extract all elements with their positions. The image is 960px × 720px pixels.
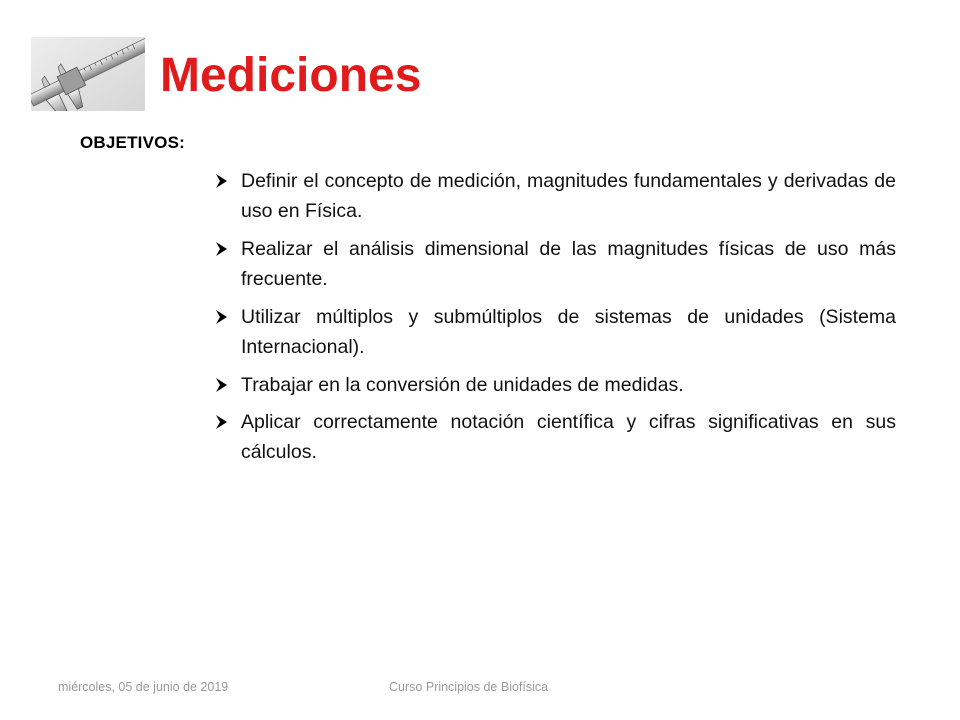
arrow-bullet-icon — [214, 370, 232, 400]
list-item — [214, 234, 896, 294]
objectives-heading: OBJETIVOS: — [80, 133, 185, 152]
list-item-text: Trabajar en la conversión de unidades de medidas. — [241, 374, 684, 396]
footer-date: miércoles, 05 de junio de 2019 — [58, 680, 229, 694]
footer-course: Curso Principios de Biofísica — [389, 680, 549, 694]
list-item — [214, 407, 896, 467]
arrow-bullet-icon — [214, 407, 232, 437]
list-item — [214, 370, 896, 400]
arrow-bullet-icon — [214, 302, 232, 332]
list-item-text: Realizar el análisis dimensional de las magnitudes físicas de uso más frecuente. — [241, 238, 896, 290]
list-item — [214, 302, 896, 362]
arrow-bullet-icon — [214, 166, 232, 196]
list-item-text: Utilizar múltiplos y submúltiplos de sistemas de unidades (Sistema Internacional). — [241, 306, 896, 358]
slide-title: Mediciones — [160, 49, 422, 102]
caliper-image — [31, 37, 145, 111]
list-item-text: Aplicar correctamente notación científica y cifras significativas en sus cálculos. — [241, 411, 896, 463]
caliper-icon — [31, 37, 145, 111]
list-item-text: Definir el concepto de medición, magnitudes fundamentales y derivadas de uso en Física. — [241, 170, 896, 222]
arrow-bullet-icon — [214, 234, 232, 264]
objectives-list — [214, 166, 896, 475]
list-item — [214, 166, 896, 226]
